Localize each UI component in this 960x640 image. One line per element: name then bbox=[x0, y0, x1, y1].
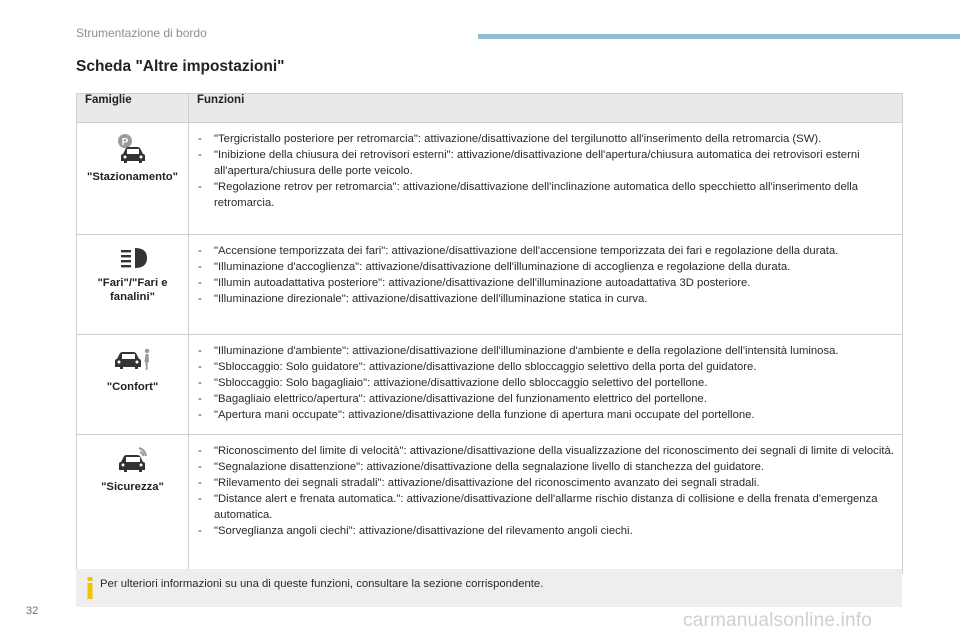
table-row bbox=[77, 123, 903, 235]
family-cell bbox=[77, 123, 189, 235]
function-item: - "Illuminazione direzionale": attivazione/disattivazione dell'illuminazione statica in curva. bbox=[197, 291, 894, 307]
function-item: - "Illuminazione d'ambiente": attivazione/disattivazione dell'illuminazione d'ambiente e della regolazione dell'intensità luminosa. bbox=[197, 343, 894, 359]
family-label-safety: "Sicurezza" bbox=[101, 481, 164, 493]
header-rule bbox=[478, 34, 960, 39]
info-note-text: Per ulteriori informazioni su una di queste funzioni, consultare la sezione corrispondente. bbox=[100, 578, 544, 590]
functions-cell bbox=[189, 435, 903, 574]
family-cell bbox=[77, 335, 189, 435]
function-item: - "Sbloccaggio: Solo bagagliaio": attivazione/disattivazione dello sbloccaggio selettivo del portellone. bbox=[197, 375, 894, 391]
car-signal-icon bbox=[113, 445, 153, 475]
function-item: - "Distance alert e frenata automatica.": attivazione/disattivazione dell'allarme rischio distanza di collisione e della frenata d'emergenza automatica. bbox=[197, 491, 894, 523]
function-item: - "Regolazione retrov per retromarcia": attivazione/disattivazione dell'inclinazione automatica dello specchietto all'inserimento della retromarcia. bbox=[197, 179, 894, 211]
info-note bbox=[76, 569, 902, 607]
function-item: - "Inibizione della chiusura dei retrovisori esterni": attivazione/disattivazione dell'apertura/chiusura automatica dei retrovisori esterni all'apertura/chiusura delle porte veicolo. bbox=[197, 147, 894, 179]
function-item: - "Sorveglianza angoli ciechi": attivazione/disattivazione del rilevamento angoli ciechi. bbox=[197, 523, 894, 539]
section-header: Strumentazione di bordo bbox=[76, 26, 207, 40]
page-number: 32 bbox=[26, 605, 39, 617]
info-icon bbox=[86, 577, 94, 599]
family-label-parking: "Stazionamento" bbox=[86, 171, 179, 183]
function-item: - "Illuminazione d'accoglienza": attivazione/disattivazione dell'illuminazione di accoglienza e regolazione della durata. bbox=[197, 259, 894, 275]
headlamp-icon bbox=[113, 245, 153, 271]
function-item: - "Illumin autoadattativa posteriore": attivazione/disattivazione dell'illuminazione autoadattativa 3D posteriore. bbox=[197, 275, 894, 291]
table-header-row bbox=[77, 94, 903, 123]
family-cell bbox=[77, 235, 189, 335]
page-title: Scheda "Altre impostazioni" bbox=[76, 58, 285, 75]
functions-cell bbox=[189, 123, 903, 235]
function-item: - "Accensione temporizzata dei fari": attivazione/disattivazione dell'accensione temporizzata dei fari e regolazione della durata. bbox=[197, 243, 894, 259]
functions-cell bbox=[189, 235, 903, 335]
parking-car-icon bbox=[113, 133, 153, 165]
column-header-functions: Funzioni bbox=[189, 94, 903, 123]
watermark: carmanualsonline.info bbox=[683, 610, 873, 631]
function-item: - "Tergicristallo posteriore per retromarcia": attivazione/disattivazione del tergilunotto all'inserimento della retromarcia (SW). bbox=[197, 131, 894, 147]
function-item: - "Segnalazione disattenzione": attivazione/disattivazione della segnalazione livello di stanchezza del guidatore. bbox=[197, 459, 894, 475]
table-row bbox=[77, 235, 903, 335]
column-header-families: Famiglie bbox=[77, 94, 189, 123]
features-table bbox=[76, 93, 903, 574]
svg-text:P: P bbox=[121, 137, 128, 148]
car-person-icon bbox=[111, 345, 155, 375]
family-cell bbox=[77, 435, 189, 574]
function-item: - "Sbloccaggio: Solo guidatore": attivazione/disattivazione dello sbloccaggio selettivo della porta del guidatore. bbox=[197, 359, 894, 375]
table-row bbox=[77, 335, 903, 435]
function-item: - "Rilevamento dei segnali stradali": attivazione/disattivazione del riconoscimento avanzato dei segnali stradali. bbox=[197, 475, 894, 491]
family-label-comfort: "Confort" bbox=[106, 381, 159, 393]
function-item: - "Apertura mani occupate": attivazione/disattivazione della funzione di apertura mani occupate del portellone. bbox=[197, 407, 894, 423]
functions-cell bbox=[189, 335, 903, 435]
function-item: - "Riconoscimento del limite di velocità": attivazione/disattivazione della visualizzazione del riconoscimento dei segnali di limite di velocità. bbox=[197, 443, 894, 459]
function-item: - "Bagagliaio elettrico/apertura": attivazione/disattivazione del funzionamento elettrico del portellone. bbox=[197, 391, 894, 407]
table-row bbox=[77, 435, 903, 574]
family-label-lights: "Fari"/"Fari e fanalini" bbox=[97, 277, 168, 303]
